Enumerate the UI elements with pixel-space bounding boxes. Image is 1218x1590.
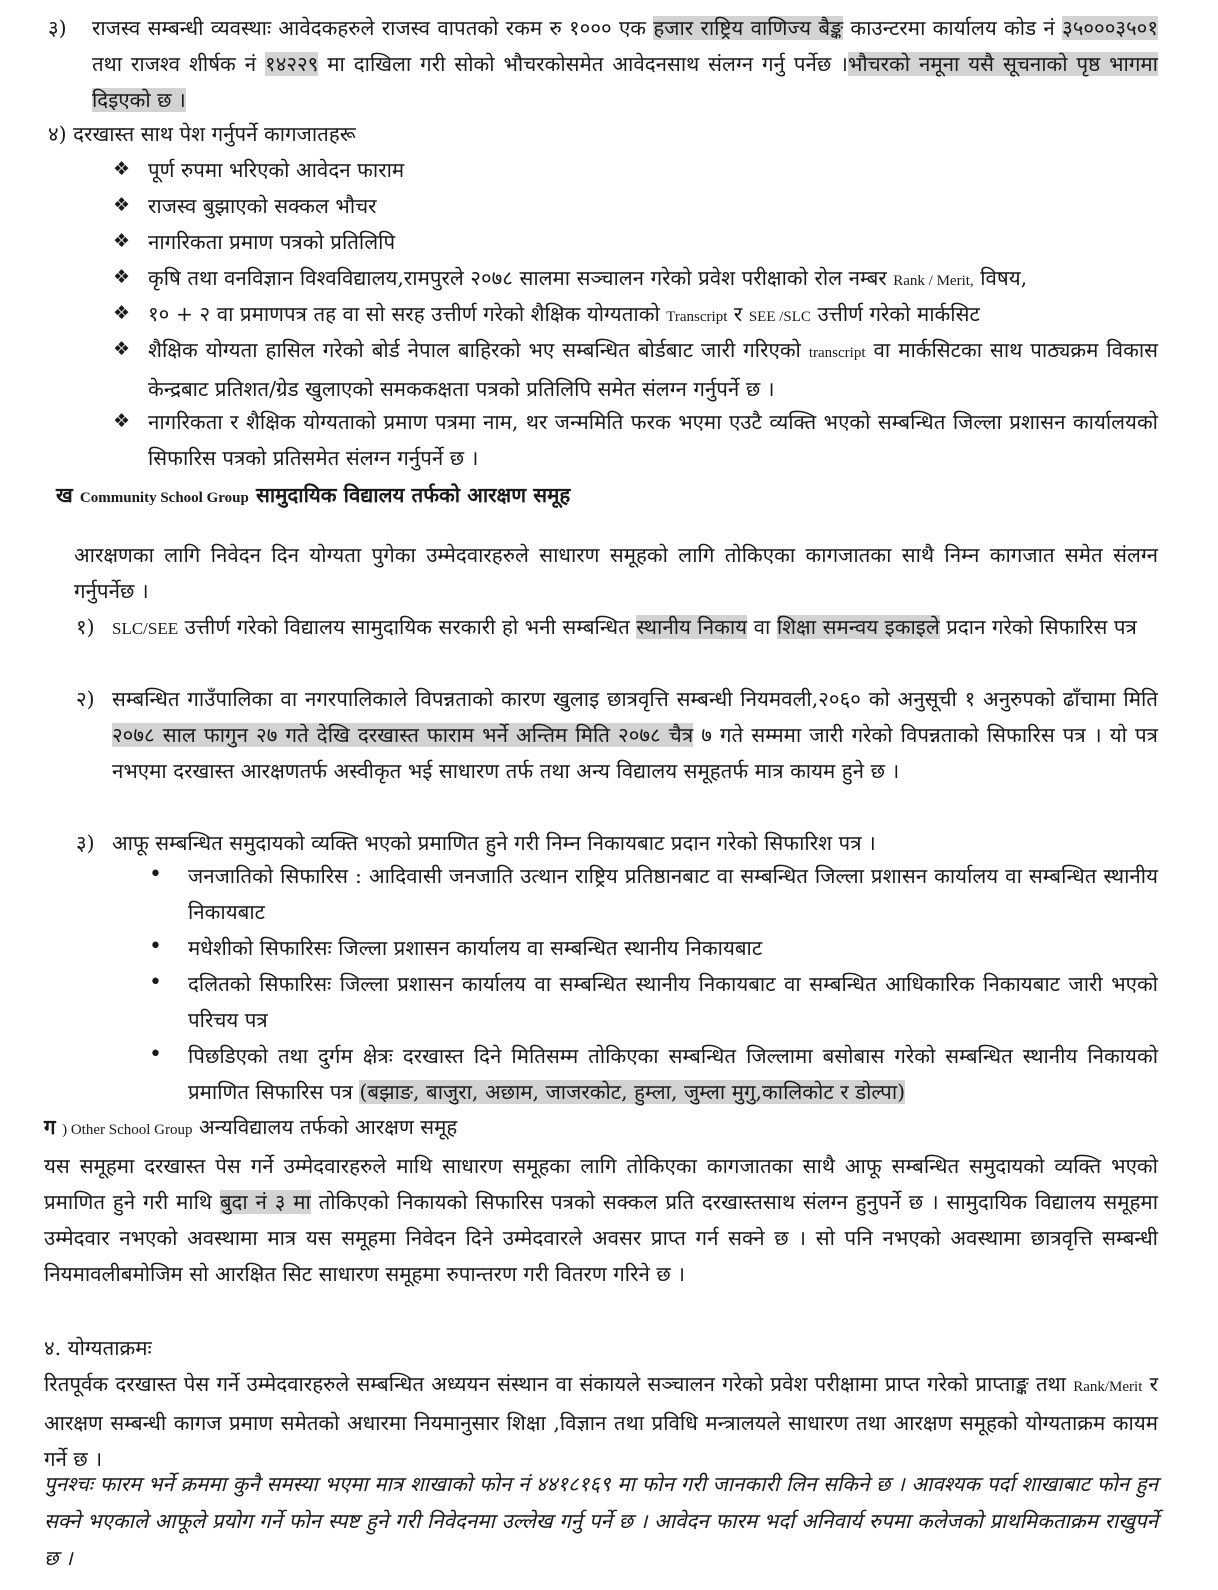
highlight-bank-name: हजार राष्ट्रिय वाणिज्य बैङ्क bbox=[653, 16, 844, 40]
doc-item-transcript bbox=[148, 296, 1158, 335]
dalit-recommendation: दलितको सिफारिसः जिल्ला प्रशासन कार्यालय वा सम्बन्धित स्थानीय निकायबाट वा सम्बन्धित आधिकारिक निकायबाट जारी भएको परिचय पत्र bbox=[188, 972, 1158, 1032]
doc-item-roll-number bbox=[148, 260, 1158, 299]
bullet-icon: • bbox=[149, 862, 162, 887]
section-letter-kha: ख bbox=[56, 483, 73, 507]
section-letter-ga: ग bbox=[44, 1115, 56, 1139]
other-school-english: ) Other School Group bbox=[62, 1122, 193, 1138]
documents-list-title: ४) दरखास्त साथ पेश गर्नुपर्ने कागजातहरू bbox=[48, 122, 356, 146]
highlight-revenue-heading: १४२२९ bbox=[265, 52, 319, 76]
revenue-arrangement-paragraph bbox=[92, 10, 1158, 118]
community-intro-paragraph: आरक्षणका लागि निवेदन दिन योग्यता पुगेका उम्मेदवारहरुले साधारण समूहको लागि तोकिएका कागजातका साथै निम्न कागजात समेत संलग्न गर्नुपर्नेछ । bbox=[74, 543, 1158, 603]
janajati-recommendation: जनजातिको सिफारिस : आदिवासी जनजाति उत्थान राष्ट्रिय प्रतिष्ठानबाट वा सम्बन्धित जिल्ला प्रशासन कार्यालय वा सम्बन्धित स्थानीय निकायबाट bbox=[188, 864, 1158, 924]
equivalence-text: वा मार्कसिटका साथ पाठ्यक्रम विकास केन्द्रबाट प्रतिशत/ग्रेड खुलाएको समककक्षता पत्रको प्रतिलिपि समेत संलग्न गर्नुपर्ने छ । bbox=[148, 338, 1158, 401]
other-school-heading bbox=[44, 1112, 457, 1145]
diamond-bullet-icon: ❖ bbox=[113, 302, 131, 324]
diamond-bullet-icon: ❖ bbox=[113, 230, 131, 252]
revenue-item-number: ३) bbox=[48, 16, 67, 40]
revenue-text-1: राजस्व सम्बन्धी व्यवस्थाः आवेदकहरुले राजस्व वापतको रकम रु १००० एक bbox=[92, 16, 654, 40]
revenue-text-4: मा दाखिला गरी सोको भौचरकोसमेत आवेदनसाथ संलग्न गर्नु पर्नेछ । bbox=[318, 52, 848, 76]
rank-merit-label: Rank / Merit, bbox=[893, 273, 974, 289]
bullet-icon: • bbox=[149, 1042, 162, 1067]
poverty-letter-text: सम्बन्धित गाउँपालिका वा नगरपालिकाले विपन्नताको कारण खुलाइ छात्रवृत्ति सम्बन्धी नियमवली,२०६० को अनुसूची १ अनुरुपको ढाँचामा मिति bbox=[112, 687, 1158, 711]
highlight-date-range: २०७८ साल फागुन २७ गते देखि दरखास्त फाराम भर्ने अन्तिम मिति २०७८ चैत्र bbox=[112, 723, 694, 747]
community-item-1-end: प्रदान गरेको सिफारिस पत्र bbox=[939, 615, 1137, 639]
remote-area-text: पिछडिएको तथा दुर्गम क्षेत्रः दरखास्त दिने मितिसम्म तोकिएका सम्बन्धित जिल्लामा बसोबास गरेको सम्बन्धित स्थानीय निकायको प्रमाणित सिफारिस पत्र bbox=[188, 1044, 1158, 1104]
diamond-bullet-icon: ❖ bbox=[113, 194, 131, 216]
bullet-icon: • bbox=[149, 970, 162, 995]
community-item-3-number: ३) bbox=[76, 831, 95, 855]
doc-item-voucher: राजस्व बुझाएको सक्कल भौचर bbox=[148, 194, 377, 218]
other-school-paragraph bbox=[44, 1148, 1158, 1292]
see-slc-label: SEE /SLC bbox=[748, 309, 811, 325]
highlight-office-code: ३५०००३५०१ bbox=[1062, 16, 1159, 40]
other-school-nepali: अन्यविद्यालय तर्फको आरक्षण समूह bbox=[199, 1115, 458, 1139]
rank-merit-label-2: Rank/Merit bbox=[1073, 1379, 1143, 1395]
community-item-1-number: १) bbox=[76, 615, 95, 639]
highlight-district-list: (बझाङ, बाजुरा, अछाम, जाजरकोट, हुम्ला, जुम्ला मुगु,कालिकोट र डोल्पा) bbox=[359, 1080, 906, 1104]
doc-item-application-form: पूर्ण रुपमा भरिएको आवेदन फाराम bbox=[148, 158, 405, 182]
community-item-3: आफू सम्बन्धित समुदायको व्यक्ति भएको प्रमाणित हुने गरी निम्न निकायबाट प्रदान गरेको सिफारिश पत्र । bbox=[112, 831, 876, 855]
merit-text-1: रितपूर्वक दरखास्त पेस गर्ने उम्मेदवारहरुले सम्बन्धित अध्ययन संस्थान वा संकायले सञ्चालन गरेको प्रवेश परीक्षामा प्राप्त गरेको प्राप्ताङ्क तथा bbox=[44, 1372, 1074, 1396]
community-item-2 bbox=[112, 681, 1158, 789]
community-item-2-number: २) bbox=[76, 687, 95, 711]
slc-see-label: SLC/SEE bbox=[112, 619, 179, 638]
roll-number-text: कृषि तथा वनविज्ञान विश्वविद्यालय,रामपुरले २०७८ सालमा सञ्चालन गरेको प्रवेश परीक्षाको रोल नम्बर bbox=[148, 266, 894, 290]
merit-title: ४. योग्यताक्रमः bbox=[44, 1336, 152, 1360]
diamond-bullet-icon: ❖ bbox=[113, 266, 131, 288]
and-label: र bbox=[727, 302, 749, 326]
poverty-letter-end: ७ गते सम्ममा जारी गरेको विपन्नताको सिफारिस पत्र । यो पत्र नभएमा दरखास्त आरक्षणतर्फ अस्वीकृत भई साधारण तर्फ तथा अन्य विद्यालय समूहतर्फ मात्र कायम हुने छ । bbox=[112, 723, 1158, 783]
diamond-bullet-icon: ❖ bbox=[113, 338, 131, 360]
madheshi-recommendation: मधेशीको सिफारिसः जिल्ला प्रशासन कार्यालय वा सम्बन्धित स्थानीय निकायबाट bbox=[188, 936, 763, 960]
bullet-icon: • bbox=[149, 934, 162, 959]
doc-item-name-mismatch: नागरिकता र शैक्षिक योग्यताको प्रमाण पत्रमा नाम, थर जन्ममिति फरक भएमा एउटै व्यक्ति भएको सम्बन्धित जिल्ला प्रशासन कार्यालयको सिफारिस पत्रको प्रतिसमेत संलग्न गर्नुपर्ने छ । bbox=[148, 410, 1158, 470]
revenue-text-2: काउन्टरमा कार्यालय कोड नं bbox=[843, 16, 1063, 40]
community-school-nepali: सामुदायिक विद्यालय तर्फको आरक्षण समूह bbox=[255, 483, 571, 507]
highlight-education-unit: शिक्षा समन्वय इकाइले bbox=[776, 615, 940, 639]
merit-text-2: र आरक्षण सम्बन्धी कागज प्रमाण समेतको अधारमा नियमानुसार शिक्षा ,विज्ञान तथा प्रविधि मन्त्रालयले साधारण तथा आरक्षण समूहको योग्यताक्रम कायम गर्ने छ । bbox=[44, 1372, 1159, 1471]
community-item-1 bbox=[112, 609, 1158, 647]
community-item-1-text: उत्तीर्ण गरेको विद्यालय सामुदायिक सरकारी हो भनी सम्बन्धित bbox=[178, 615, 637, 639]
transcript-label: Transcript bbox=[666, 309, 728, 325]
foreign-board-text: शैक्षिक योग्यता हासिल गरेको बोर्ड नेपाल बाहिरको भए सम्बन्धित बोर्डबाट जारी गरिएको bbox=[148, 338, 809, 362]
community-school-heading bbox=[56, 480, 570, 513]
doc-item-citizenship: नागरिकता प्रमाण पत्रको प्रतिलिपि bbox=[148, 230, 396, 254]
merit-paragraph bbox=[44, 1366, 1158, 1477]
highlight-voucher-note: भौचरको नमूना यसै सूचनाको पृष्ठ भागमा दिइएको छ । bbox=[92, 52, 1158, 112]
subject-label: विषय, bbox=[973, 266, 1028, 290]
transcript-text: १० + २ वा प्रमाणपत्र तह वा सो सरह उत्तीर्ण गरेको शैक्षिक योग्यताको bbox=[148, 302, 667, 326]
diamond-bullet-icon: ❖ bbox=[113, 410, 131, 432]
postscript-note: पुनश्चः फारम भर्ने क्रममा कुनै समस्या भएमा मात्र शाखाको फोन नं ४४१८१६९ मा फोन गरी जानकारी लिन सकिने छ । आवश्यक पर्दा शाखाबाट फोन हुन सक्ने भएकाले आफूले प्रयोग गर्ने फोन स्पष्ट हुने गरी निवेदनमा उल्लेख गर्नु पर्ने छ । आवेदन फारम भर्दा अनिवार्य रुपमा कलेजको प्राथमिकताक्रम राखुपर्ने छ । bbox=[44, 1472, 1158, 1570]
other-school-text-1: यस समूहमा दरखास्त पेस गर्ने उम्मेदवारहरुले माथि साधारण समूहका लागि तोकिएका कागजातका साथै आफू सम्बन्धित समुदायको व्यक्ति भएको प्रमाणित हुने गरी माथि bbox=[44, 1154, 1158, 1214]
highlight-point-3: बुदा नं ३ मा bbox=[219, 1190, 311, 1214]
marksheet-text: उत्तीर्ण गरेको मार्कसिट bbox=[810, 302, 980, 326]
highlight-local-body: स्थानीय निकाय bbox=[636, 615, 748, 639]
diamond-bullet-icon: ❖ bbox=[113, 158, 131, 180]
community-school-english: Community School Group bbox=[79, 490, 249, 506]
remote-area-recommendation bbox=[188, 1038, 1158, 1110]
revenue-text-3: तथा राजश्व शीर्षक नं bbox=[92, 52, 266, 76]
or-label: वा bbox=[747, 615, 777, 639]
transcript-lower-label: transcript bbox=[808, 345, 866, 361]
doc-item-foreign-board bbox=[148, 332, 1158, 407]
other-school-text-2: तोकिएको निकायको सिफारिस पत्रको सक्कल प्रति दरखास्तसाथ संलग्न हुनुपर्ने छ । सामुदायिक विद्यालय समूहमा उम्मेदवार नभएको अवस्थामा मात्र यस समूहमा निवेदन दिने उम्मेदवारले अवसर प्राप्त गर्न सक्ने छ । सो पनि नभएको अवस्थामा छात्रवृत्ति सम्बन्धी नियमावलीबमोजिम सो आरक्षित सिट साधारण समूहमा रुपान्तरण गरी वितरण गरिने छ । bbox=[44, 1190, 1159, 1286]
